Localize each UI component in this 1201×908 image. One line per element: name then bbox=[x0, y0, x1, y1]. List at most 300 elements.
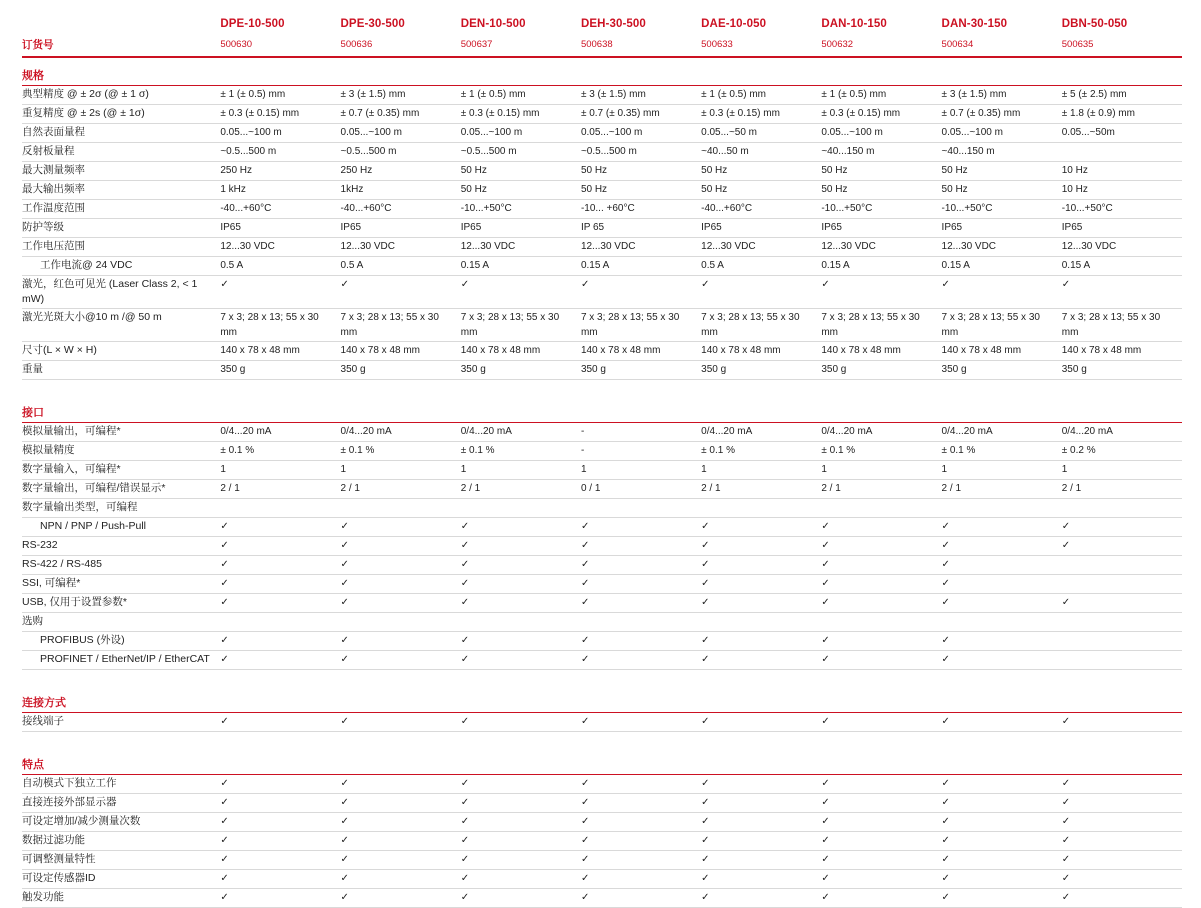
cell-dbn-50-050: ± 5 (± 2.5) mm bbox=[1062, 86, 1182, 105]
row-label: 数据过滤功能 bbox=[22, 832, 220, 851]
cell-dbn-50-050: ✓ bbox=[1062, 851, 1182, 870]
cell-dpe-10-500: ✓ bbox=[220, 537, 340, 556]
cell-dan-30-150 bbox=[942, 613, 1062, 632]
row-label: 选购 bbox=[22, 613, 220, 632]
cell-dan-30-150: ± 0.1 % bbox=[942, 442, 1062, 461]
cell-deh-30-500: ✓ bbox=[581, 537, 701, 556]
row-label: USB, 仅用于设置参数* bbox=[22, 594, 220, 613]
section-title-row bbox=[22, 390, 1182, 423]
row-label: 典型精度 @ ± 2σ (@ ± 1 σ) bbox=[22, 86, 220, 105]
cell-deh-30-500: 0 / 1 bbox=[581, 480, 701, 499]
cell-dae-10-050: IP65 bbox=[701, 219, 821, 238]
cell-dae-10-050: 0.5 A bbox=[701, 257, 821, 276]
row-label: 工作电流@ 24 VDC bbox=[22, 257, 220, 276]
cell-dpe-30-500: 12...30 VDC bbox=[341, 238, 461, 257]
cell-dbn-50-050: ✓ bbox=[1062, 518, 1182, 537]
cell-den-10-500: ✓ bbox=[461, 851, 581, 870]
cell-dae-10-050: 2 / 1 bbox=[701, 480, 821, 499]
model-header-dbn-50-050: DBN-50-050 bbox=[1061, 18, 1128, 30]
spec-row bbox=[22, 276, 1182, 309]
cell-den-10-500: ✓ bbox=[461, 651, 581, 670]
cell-dpe-30-500 bbox=[341, 613, 461, 632]
cell-dan-10-150: ✓ bbox=[821, 632, 941, 651]
section-title-row bbox=[22, 742, 1182, 775]
cell-dpe-30-500: ✓ bbox=[341, 537, 461, 556]
cell-dpe-10-500 bbox=[220, 499, 340, 518]
cell-den-10-500: ✓ bbox=[461, 889, 581, 908]
cell-dae-10-050: 50 Hz bbox=[701, 162, 821, 181]
cell-den-10-500: 140 x 78 x 48 mm bbox=[461, 342, 581, 361]
cell-dpe-30-500: ✓ bbox=[341, 889, 461, 908]
cell-den-10-500: 12...30 VDC bbox=[461, 238, 581, 257]
cell-dan-30-150: 0.15 A bbox=[942, 257, 1062, 276]
cell-dpe-30-500: 500636 bbox=[341, 36, 461, 57]
cell-den-10-500: ✓ bbox=[461, 870, 581, 889]
cell-dae-10-050: ✓ bbox=[701, 713, 821, 732]
cell-dan-30-150: ✓ bbox=[942, 575, 1062, 594]
cell-dpe-30-500: ✓ bbox=[341, 851, 461, 870]
cell-dpe-30-500: 1kHz bbox=[341, 181, 461, 200]
cell-dbn-50-050: ✓ bbox=[1062, 594, 1182, 613]
cell-den-10-500: ✓ bbox=[461, 276, 581, 309]
cell-dan-30-150: ✓ bbox=[942, 651, 1062, 670]
cell-den-10-500: ✓ bbox=[461, 518, 581, 537]
cell-dae-10-050: ✓ bbox=[701, 794, 821, 813]
spec-row bbox=[22, 361, 1182, 380]
cell-dbn-50-050 bbox=[1062, 613, 1182, 632]
cell-dan-30-150: ✓ bbox=[942, 794, 1062, 813]
cell-deh-30-500: - bbox=[581, 442, 701, 461]
cell-dbn-50-050: ✓ bbox=[1062, 276, 1182, 309]
cell-deh-30-500: 50 Hz bbox=[581, 162, 701, 181]
cell-dbn-50-050: ± 0.2 % bbox=[1062, 442, 1182, 461]
cell-dan-10-150: 2 / 1 bbox=[821, 480, 941, 499]
cell-deh-30-500: 500638 bbox=[581, 36, 701, 57]
cell-den-10-500: ~0.5...500 m bbox=[461, 143, 581, 162]
cell-dpe-10-500: ✓ bbox=[220, 832, 340, 851]
cell-deh-30-500: 12...30 VDC bbox=[581, 238, 701, 257]
cell-dan-10-150: -10...+50°C bbox=[821, 200, 941, 219]
cell-den-10-500: 7 x 3; 28 x 13; 55 x 30 mm bbox=[461, 309, 581, 342]
cell-dpe-10-500: ✓ bbox=[220, 870, 340, 889]
cell-dan-30-150: 50 Hz bbox=[942, 181, 1062, 200]
cell-dpe-10-500: 1 bbox=[220, 461, 340, 480]
row-label: 模拟量输出，可编程* bbox=[22, 423, 220, 442]
spec-row bbox=[22, 124, 1182, 143]
cell-dbn-50-050 bbox=[1062, 499, 1182, 518]
cell-dpe-10-500: 350 g bbox=[220, 361, 340, 380]
cell-dpe-30-500: ✓ bbox=[341, 713, 461, 732]
cell-dpe-30-500: ✓ bbox=[341, 651, 461, 670]
cell-dan-30-150: ✓ bbox=[942, 851, 1062, 870]
cell-dpe-10-500: ✓ bbox=[220, 713, 340, 732]
model-header-row bbox=[22, 18, 1182, 36]
cell-dbn-50-050: 1 bbox=[1062, 461, 1182, 480]
cell-deh-30-500: ✓ bbox=[581, 813, 701, 832]
cell-dae-10-050: 500633 bbox=[701, 36, 821, 57]
cell-dan-10-150: 50 Hz bbox=[821, 162, 941, 181]
cell-deh-30-500: -10... +60°C bbox=[581, 200, 701, 219]
cell-dpe-30-500: ✓ bbox=[341, 575, 461, 594]
cell-dan-30-150: 12...30 VDC bbox=[942, 238, 1062, 257]
spec-row bbox=[22, 461, 1182, 480]
cell-dae-10-050: ± 0.1 % bbox=[701, 442, 821, 461]
cell-dpe-30-500: 1 bbox=[341, 461, 461, 480]
cell-den-10-500: ✓ bbox=[461, 594, 581, 613]
cell-dan-10-150: ✓ bbox=[821, 276, 941, 309]
cell-dbn-50-050 bbox=[1062, 651, 1182, 670]
cell-dan-10-150: ✓ bbox=[821, 537, 941, 556]
row-label: 自动模式下独立工作 bbox=[22, 775, 220, 794]
cell-dpe-10-500: 500630 bbox=[220, 36, 340, 57]
cell-dan-10-150: ✓ bbox=[821, 813, 941, 832]
cell-dpe-10-500: 1 kHz bbox=[220, 181, 340, 200]
cell-dbn-50-050: 500635 bbox=[1062, 36, 1182, 57]
cell-dbn-50-050: -10...+50°C bbox=[1062, 200, 1182, 219]
cell-dpe-30-500: 140 x 78 x 48 mm bbox=[341, 342, 461, 361]
cell-dan-30-150: 0.05...~100 m bbox=[942, 124, 1062, 143]
cell-dan-10-150: ✓ bbox=[821, 775, 941, 794]
cell-den-10-500: 0.05...~100 m bbox=[461, 124, 581, 143]
section-title-row bbox=[22, 57, 1182, 86]
cell-dpe-10-500: ✓ bbox=[220, 851, 340, 870]
model-header-deh-30-500: DEH-30-500 bbox=[580, 18, 646, 30]
row-label: PROFINET / EtherNet/IP / EtherCAT bbox=[22, 651, 220, 670]
row-label: 重复精度 @ ± 2s (@ ± 1σ) bbox=[22, 105, 220, 124]
cell-dpe-10-500: ✓ bbox=[220, 518, 340, 537]
cell-dan-30-150: 140 x 78 x 48 mm bbox=[942, 342, 1062, 361]
cell-dan-30-150: -10...+50°C bbox=[942, 200, 1062, 219]
cell-dbn-50-050: 0.15 A bbox=[1062, 257, 1182, 276]
cell-dbn-50-050: 0.05...~50m bbox=[1062, 124, 1182, 143]
cell-dbn-50-050: ✓ bbox=[1062, 813, 1182, 832]
cell-dpe-30-500 bbox=[341, 499, 461, 518]
spec-row bbox=[22, 556, 1182, 575]
cell-deh-30-500: - bbox=[581, 423, 701, 442]
row-label: 最大输出频率 bbox=[22, 181, 220, 200]
order-number-row bbox=[22, 36, 1182, 57]
cell-deh-30-500: ✓ bbox=[581, 651, 701, 670]
cell-dbn-50-050: 10 Hz bbox=[1062, 162, 1182, 181]
cell-dan-30-150: ✓ bbox=[942, 594, 1062, 613]
cell-dan-30-150: ✓ bbox=[942, 537, 1062, 556]
cell-dan-30-150: 350 g bbox=[942, 361, 1062, 380]
cell-dan-10-150: 7 x 3; 28 x 13; 55 x 30 mm bbox=[821, 309, 941, 342]
cell-dan-10-150: ~40...150 m bbox=[821, 143, 941, 162]
cell-deh-30-500: IP 65 bbox=[581, 219, 701, 238]
cell-dpe-10-500: 0.5 A bbox=[220, 257, 340, 276]
cell-dbn-50-050: ✓ bbox=[1062, 537, 1182, 556]
spec-row bbox=[22, 162, 1182, 181]
cell-den-10-500: ✓ bbox=[461, 575, 581, 594]
spec-row bbox=[22, 575, 1182, 594]
cell-dan-10-150: ✓ bbox=[821, 575, 941, 594]
cell-dpe-10-500: ✓ bbox=[220, 594, 340, 613]
row-label: PROFIBUS (外设) bbox=[22, 632, 220, 651]
cell-dpe-30-500: ✓ bbox=[341, 832, 461, 851]
cell-dpe-10-500: ✓ bbox=[220, 651, 340, 670]
model-header-dpe-30-500: DPE-30-500 bbox=[340, 18, 405, 30]
cell-den-10-500: 500637 bbox=[461, 36, 581, 57]
cell-den-10-500: ✓ bbox=[461, 632, 581, 651]
cell-dan-30-150: 2 / 1 bbox=[942, 480, 1062, 499]
spacer-cell bbox=[22, 380, 1182, 391]
cell-dbn-50-050: ✓ bbox=[1062, 870, 1182, 889]
cell-den-10-500: -10...+50°C bbox=[461, 200, 581, 219]
cell-dan-30-150: ± 3 (± 1.5) mm bbox=[942, 86, 1062, 105]
cell-dpe-30-500: 350 g bbox=[341, 361, 461, 380]
cell-dae-10-050 bbox=[701, 613, 821, 632]
cell-dpe-10-500: 12...30 VDC bbox=[220, 238, 340, 257]
row-label: 可调整测量特性 bbox=[22, 851, 220, 870]
cell-dae-10-050: 12...30 VDC bbox=[701, 238, 821, 257]
spec-row bbox=[22, 594, 1182, 613]
cell-dan-10-150: 12...30 VDC bbox=[821, 238, 941, 257]
cell-dan-10-150: ± 0.1 % bbox=[821, 442, 941, 461]
section-spacer bbox=[22, 670, 1182, 681]
cell-deh-30-500: ✓ bbox=[581, 594, 701, 613]
cell-dpe-10-500: 0/4...20 mA bbox=[220, 423, 340, 442]
cell-dpe-10-500: 2 / 1 bbox=[220, 480, 340, 499]
cell-dpe-10-500: ✓ bbox=[220, 276, 340, 309]
cell-dpe-30-500: ✓ bbox=[341, 794, 461, 813]
row-label: 激光，红色可见光 (Laser Class 2, < 1 mW) bbox=[22, 276, 220, 309]
cell-dae-10-050: ✓ bbox=[701, 889, 821, 908]
cell-dpe-10-500: 0.05...~100 m bbox=[220, 124, 340, 143]
cell-dan-30-150: ✓ bbox=[942, 713, 1062, 732]
row-label: 接线端子 bbox=[22, 713, 220, 732]
cell-dpe-30-500: ✓ bbox=[341, 632, 461, 651]
cell-dpe-10-500: ± 1 (± 0.5) mm bbox=[220, 86, 340, 105]
cell-dae-10-050: ✓ bbox=[701, 851, 821, 870]
cell-dae-10-050: ✓ bbox=[701, 537, 821, 556]
cell-dbn-50-050 bbox=[1062, 556, 1182, 575]
spec-row bbox=[22, 480, 1182, 499]
cell-dae-10-050: -40...+60°C bbox=[701, 200, 821, 219]
spec-row bbox=[22, 889, 1182, 908]
cell-den-10-500 bbox=[461, 499, 581, 518]
cell-dpe-10-500: ✓ bbox=[220, 794, 340, 813]
cell-deh-30-500: ✓ bbox=[581, 518, 701, 537]
row-label: 可设定增加/减少测量次数 bbox=[22, 813, 220, 832]
row-label: 工作电压范围 bbox=[22, 238, 220, 257]
cell-dpe-10-500: ~0.5...500 m bbox=[220, 143, 340, 162]
cell-deh-30-500: ± 3 (± 1.5) mm bbox=[581, 86, 701, 105]
cell-dpe-10-500: 250 Hz bbox=[220, 162, 340, 181]
row-label: 数字量输出，可编程/错误显示* bbox=[22, 480, 220, 499]
cell-den-10-500: ± 0.1 % bbox=[461, 442, 581, 461]
spec-row bbox=[22, 851, 1182, 870]
spec-row bbox=[22, 870, 1182, 889]
cell-dbn-50-050: 0/4...20 mA bbox=[1062, 423, 1182, 442]
cell-deh-30-500: ✓ bbox=[581, 632, 701, 651]
cell-den-10-500: 0.15 A bbox=[461, 257, 581, 276]
section-spacer bbox=[22, 732, 1182, 743]
spec-row bbox=[22, 105, 1182, 124]
row-label: 反射板量程 bbox=[22, 143, 220, 162]
cell-dan-10-150 bbox=[821, 613, 941, 632]
cell-dbn-50-050: ± 1.8 (± 0.9) mm bbox=[1062, 105, 1182, 124]
cell-dan-10-150: 500632 bbox=[821, 36, 941, 57]
cell-den-10-500: ✓ bbox=[461, 537, 581, 556]
cell-dpe-30-500: ✓ bbox=[341, 775, 461, 794]
cell-dae-10-050: ± 1 (± 0.5) mm bbox=[701, 86, 821, 105]
cell-dan-30-150 bbox=[942, 499, 1062, 518]
cell-dbn-50-050 bbox=[1062, 575, 1182, 594]
cell-dpe-10-500: ✓ bbox=[220, 889, 340, 908]
row-label: 自然表面量程 bbox=[22, 124, 220, 143]
cell-den-10-500: IP65 bbox=[461, 219, 581, 238]
row-label: 直接连接外部显示器 bbox=[22, 794, 220, 813]
spec-row bbox=[22, 423, 1182, 442]
cell-dpe-30-500: 0.05...~100 m bbox=[341, 124, 461, 143]
cell-dpe-30-500: 7 x 3; 28 x 13; 55 x 30 mm bbox=[341, 309, 461, 342]
cell-dan-30-150: ✓ bbox=[942, 556, 1062, 575]
cell-deh-30-500: 350 g bbox=[581, 361, 701, 380]
cell-den-10-500: ✓ bbox=[461, 832, 581, 851]
cell-dae-10-050: ✓ bbox=[701, 594, 821, 613]
cell-deh-30-500: ✓ bbox=[581, 851, 701, 870]
table-header bbox=[22, 18, 1182, 36]
row-label: SSI, 可编程* bbox=[22, 575, 220, 594]
cell-dan-10-150: 0.15 A bbox=[821, 257, 941, 276]
cell-dbn-50-050: ✓ bbox=[1062, 832, 1182, 851]
row-label: 工作温度范围 bbox=[22, 200, 220, 219]
cell-dpe-30-500: ✓ bbox=[341, 870, 461, 889]
row-label: RS-422 / RS-485 bbox=[22, 556, 220, 575]
cell-dan-30-150: ✓ bbox=[942, 632, 1062, 651]
cell-dae-10-050: 50 Hz bbox=[701, 181, 821, 200]
spacer-cell bbox=[22, 732, 1182, 743]
model-header-dae-10-050: DAE-10-050 bbox=[701, 18, 767, 30]
specification-table bbox=[22, 18, 1182, 908]
model-header-dan-10-150: DAN-10-150 bbox=[821, 18, 887, 30]
cell-dbn-50-050: ✓ bbox=[1062, 794, 1182, 813]
cell-dpe-30-500: IP65 bbox=[341, 219, 461, 238]
cell-dan-30-150: IP65 bbox=[942, 219, 1062, 238]
cell-dpe-30-500: ✓ bbox=[341, 556, 461, 575]
cell-dae-10-050: ✓ bbox=[701, 632, 821, 651]
cell-dae-10-050: 0/4...20 mA bbox=[701, 423, 821, 442]
cell-deh-30-500: ✓ bbox=[581, 870, 701, 889]
spec-row bbox=[22, 794, 1182, 813]
cell-dbn-50-050: ✓ bbox=[1062, 775, 1182, 794]
cell-den-10-500: 50 Hz bbox=[461, 181, 581, 200]
cell-dan-10-150: ✓ bbox=[821, 713, 941, 732]
cell-dpe-30-500: 2 / 1 bbox=[341, 480, 461, 499]
row-label: RS-232 bbox=[22, 537, 220, 556]
cell-dan-10-150: ✓ bbox=[821, 832, 941, 851]
cell-dpe-10-500: IP65 bbox=[220, 219, 340, 238]
cell-dbn-50-050 bbox=[1062, 143, 1182, 162]
spec-row bbox=[22, 257, 1182, 276]
cell-dae-10-050: ✓ bbox=[701, 775, 821, 794]
model-header-den-10-500: DEN-10-500 bbox=[460, 18, 526, 30]
spec-sheet-page bbox=[0, 18, 1201, 903]
cell-dae-10-050: ✓ bbox=[701, 518, 821, 537]
spec-row bbox=[22, 518, 1182, 537]
cell-deh-30-500: 50 Hz bbox=[581, 181, 701, 200]
spec-row bbox=[22, 219, 1182, 238]
spec-row bbox=[22, 309, 1182, 342]
cell-dan-30-150: ~40...150 m bbox=[942, 143, 1062, 162]
cell-deh-30-500: ✓ bbox=[581, 713, 701, 732]
section-title: 接口 bbox=[22, 390, 1182, 423]
spec-row bbox=[22, 651, 1182, 670]
cell-deh-30-500: ✓ bbox=[581, 575, 701, 594]
cell-dae-10-050: ✓ bbox=[701, 575, 821, 594]
cell-dan-10-150: ± 0.3 (± 0.15) mm bbox=[821, 105, 941, 124]
cell-dpe-30-500: ± 0.1 % bbox=[341, 442, 461, 461]
cell-dbn-50-050: 12...30 VDC bbox=[1062, 238, 1182, 257]
cell-dpe-10-500: ✓ bbox=[220, 775, 340, 794]
cell-dan-10-150: ✓ bbox=[821, 794, 941, 813]
cell-den-10-500: ± 0.3 (± 0.15) mm bbox=[461, 105, 581, 124]
cell-dan-10-150: 350 g bbox=[821, 361, 941, 380]
cell-dan-10-150: ✓ bbox=[821, 870, 941, 889]
cell-den-10-500: ✓ bbox=[461, 775, 581, 794]
section-title: 连接方式 bbox=[22, 680, 1182, 713]
cell-dbn-50-050: IP65 bbox=[1062, 219, 1182, 238]
spec-row bbox=[22, 181, 1182, 200]
spec-row bbox=[22, 813, 1182, 832]
cell-dbn-50-050: ✓ bbox=[1062, 889, 1182, 908]
section-title: 特点 bbox=[22, 742, 1182, 775]
cell-dan-10-150: 0/4...20 mA bbox=[821, 423, 941, 442]
cell-den-10-500: ± 1 (± 0.5) mm bbox=[461, 86, 581, 105]
cell-dan-10-150: ✓ bbox=[821, 889, 941, 908]
spec-row bbox=[22, 200, 1182, 219]
cell-dpe-30-500: 0.5 A bbox=[341, 257, 461, 276]
cell-deh-30-500 bbox=[581, 499, 701, 518]
cell-den-10-500: ✓ bbox=[461, 794, 581, 813]
cell-den-10-500: 2 / 1 bbox=[461, 480, 581, 499]
spec-row bbox=[22, 499, 1182, 518]
row-label: 数字量输入，可编程* bbox=[22, 461, 220, 480]
cell-dbn-50-050: 2 / 1 bbox=[1062, 480, 1182, 499]
cell-dae-10-050: ✓ bbox=[701, 276, 821, 309]
cell-dae-10-050: ✓ bbox=[701, 813, 821, 832]
cell-deh-30-500: ✓ bbox=[581, 556, 701, 575]
cell-dpe-30-500: ~0.5...500 m bbox=[341, 143, 461, 162]
cell-dan-30-150: ✓ bbox=[942, 775, 1062, 794]
cell-dae-10-050 bbox=[701, 499, 821, 518]
spec-row bbox=[22, 632, 1182, 651]
cell-dbn-50-050: 10 Hz bbox=[1062, 181, 1182, 200]
cell-dae-10-050: 0.05...~50 m bbox=[701, 124, 821, 143]
cell-dan-30-150: ± 0.7 (± 0.35) mm bbox=[942, 105, 1062, 124]
cell-dan-10-150: ✓ bbox=[821, 851, 941, 870]
cell-deh-30-500: 0.05...~100 m bbox=[581, 124, 701, 143]
spec-row bbox=[22, 537, 1182, 556]
spec-row bbox=[22, 442, 1182, 461]
cell-deh-30-500: 0.15 A bbox=[581, 257, 701, 276]
spec-row bbox=[22, 86, 1182, 105]
cell-dpe-30-500: -40...+60°C bbox=[341, 200, 461, 219]
cell-den-10-500: 0/4...20 mA bbox=[461, 423, 581, 442]
cell-dpe-30-500: 250 Hz bbox=[341, 162, 461, 181]
cell-dan-10-150: 1 bbox=[821, 461, 941, 480]
cell-den-10-500: ✓ bbox=[461, 813, 581, 832]
cell-dae-10-050: 350 g bbox=[701, 361, 821, 380]
cell-dan-30-150: 0/4...20 mA bbox=[942, 423, 1062, 442]
cell-dan-10-150: ± 1 (± 0.5) mm bbox=[821, 86, 941, 105]
spec-row bbox=[22, 238, 1182, 257]
cell-dan-30-150: ✓ bbox=[942, 832, 1062, 851]
cell-dbn-50-050: 350 g bbox=[1062, 361, 1182, 380]
cell-dpe-10-500: 7 x 3; 28 x 13; 55 x 30 mm bbox=[220, 309, 340, 342]
cell-dan-30-150: ✓ bbox=[942, 813, 1062, 832]
